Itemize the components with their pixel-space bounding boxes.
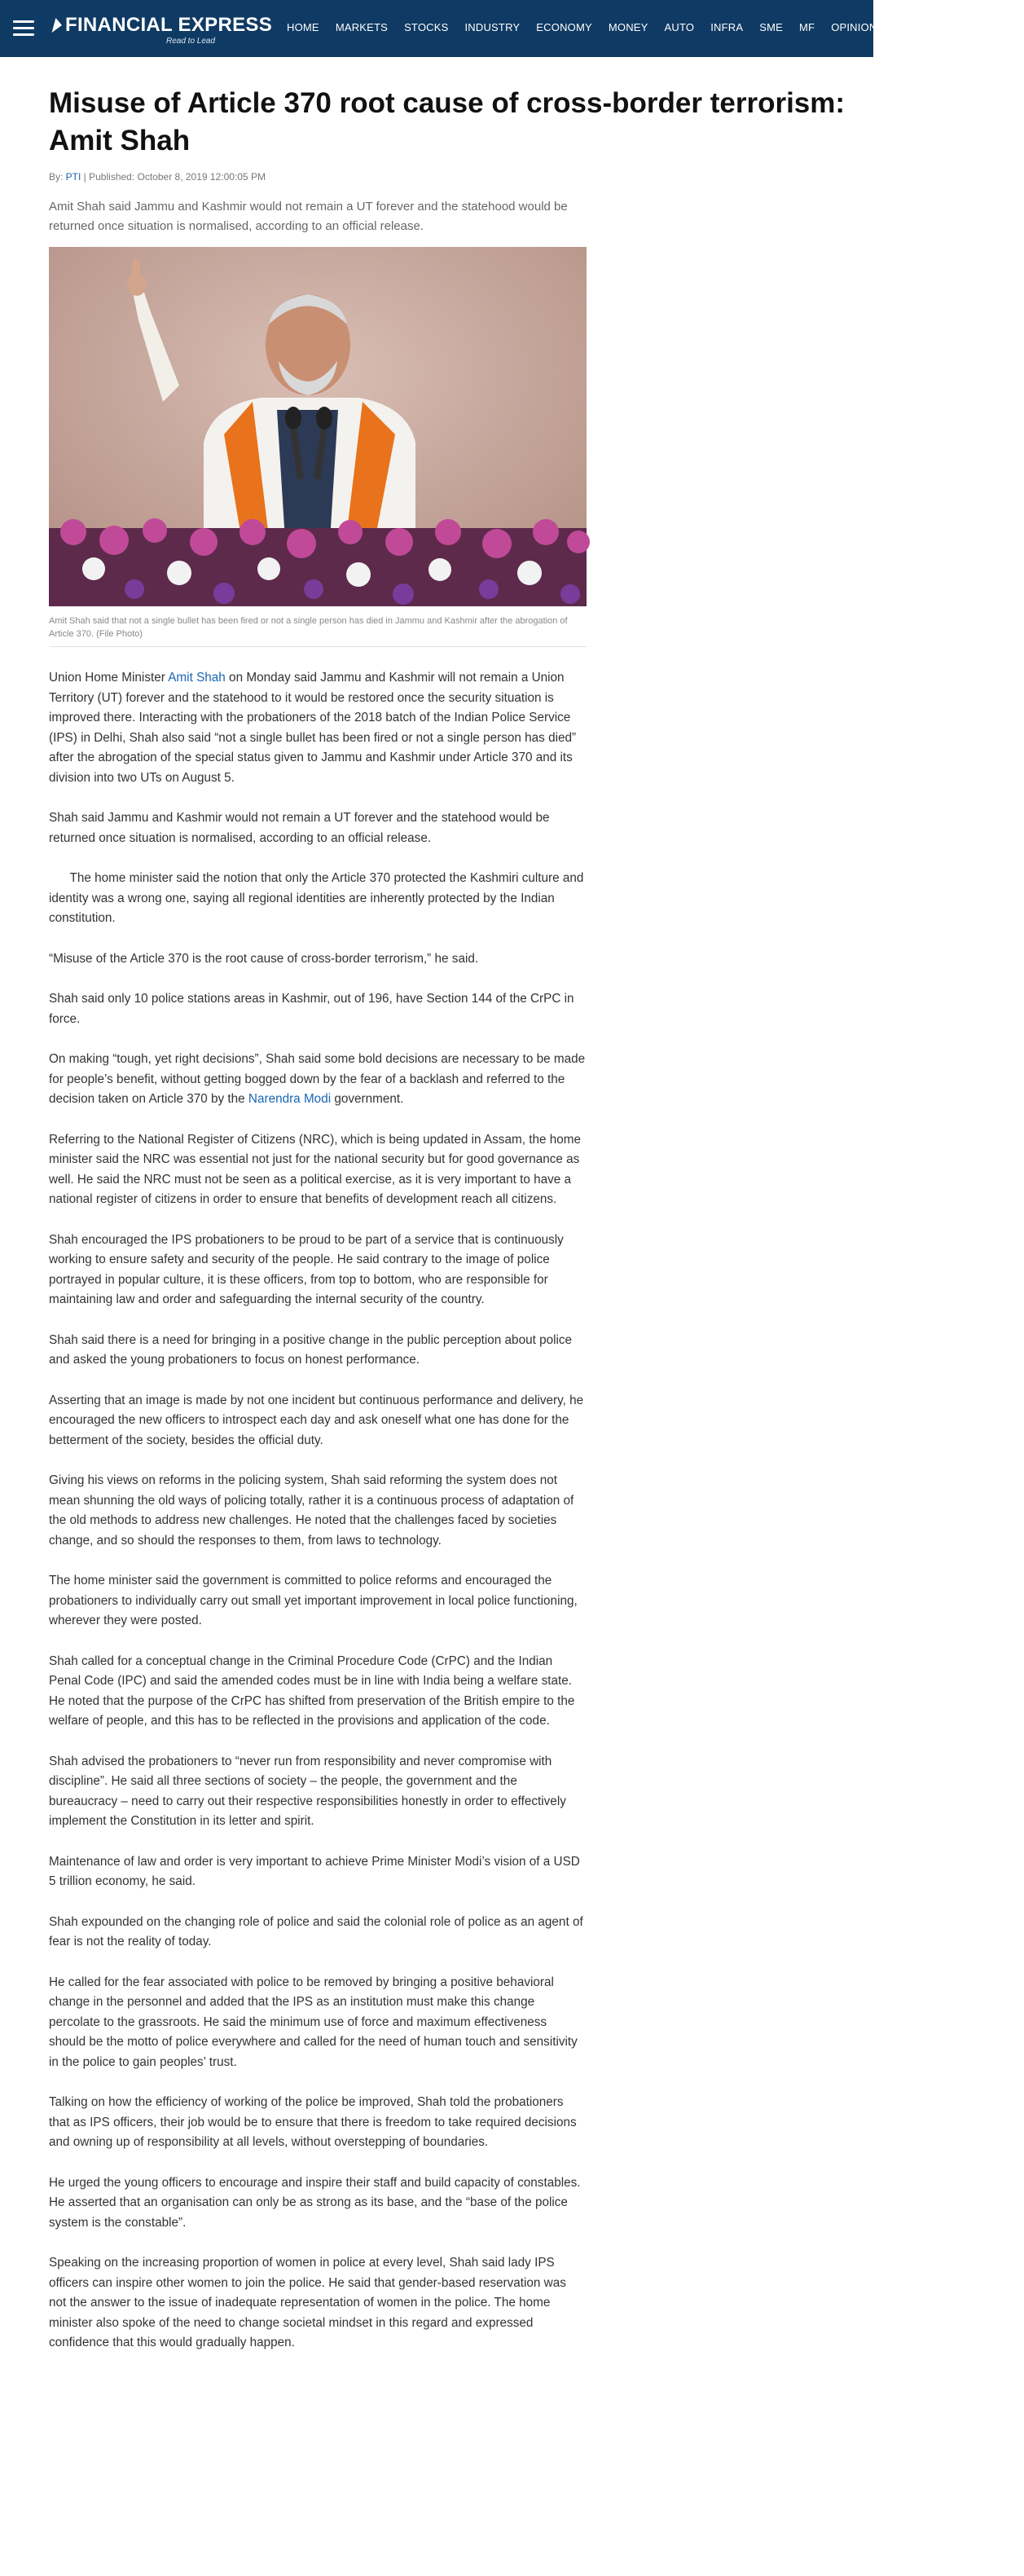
caption-divider <box>49 646 587 647</box>
nav-industry[interactable]: INDUSTRY <box>464 21 521 33</box>
body-paragraph: Shah encouraged the IPS probationers to be proud to be part of a service that is continuously working to ensure safety and security of the people. He said contrary to the image of police portrayed in popular culture, it is these officers, from top to bottom, who are responsible for maintaining law and order and safeguarding the internal security of the country. <box>49 1232 564 1306</box>
body-paragraph: Referring to the National Register of Citizens (NRC), which is being updated in Assam, the home minister said the NRC was essential not just for the national security but for good governance as well. He said the NRC must not be seen as a political exercise, as it is very important to have a national register of citizens in order to ensure that benefits of development reach all citizens. <box>49 1132 581 1206</box>
body-paragraph: He called for the fear associated with police to be removed by bringing a positive behavioral change in the personnel and added that the IPS as an institution must make this change percolate to the grassroots. He said the minimum use of force and maximum effectiveness should be the motto of police everywhere and called for the need of human touch and sensitivity in the police to gain peoples’ trust. <box>49 1975 578 2069</box>
nav-infra[interactable]: INFRA <box>710 21 744 33</box>
logo-tagline: Read to Lead <box>166 37 216 46</box>
nav-mf[interactable]: MF <box>799 21 815 33</box>
article-title: Misuse of Article 370 root cause of cross-border terrorism: Amit Shah <box>49 87 846 156</box>
nav-stocks[interactable]: STOCKS <box>404 21 449 33</box>
menu-icon[interactable] <box>13 20 34 37</box>
speaker-photo-illustration <box>49 247 587 606</box>
main-nav <box>287 21 1024 33</box>
nav-sme[interactable]: SME <box>759 21 784 33</box>
site-logo[interactable] <box>54 15 272 46</box>
body-paragraph: The home minister said the government is committed to police reforms and encouraged the probationers to individually carry out small yet important improvement in local police functioning, wherever they were posted. <box>49 1574 578 1627</box>
logo-mark-icon <box>52 18 64 33</box>
body-paragraph: Shah expounded on the changing role of police and said the colonial role of police as an agent of fear is not the reality of today. <box>49 1914 583 1949</box>
body-paragraph: Shah advised the probationers to “never run from responsibility and never compromise with discipline”. He said all three sections of society – the people, the government and the bureaucracy – need to carry out their respective responsibilities honestly in order to effectively implement the Constitution in its letter and spirit. <box>49 1754 566 1828</box>
top-navigation-bar <box>0 0 1009 57</box>
publish-date: | Published: October 8, 2019 12:00:05 PM <box>81 171 266 183</box>
nav-hindi[interactable]: HIN <box>989 21 1009 33</box>
body-paragraph: Shah said Jammu and Kashmir would not remain a UT forever and the statehood would be returned once situation is normalised, according to an official release. <box>49 811 550 845</box>
nav-brandwagon[interactable]: BRANDWAGON <box>893 21 973 33</box>
nav-opinion[interactable]: OPINION <box>831 21 877 33</box>
author-link[interactable]: PTI <box>65 171 81 183</box>
amit-shah-link[interactable]: Amit Shah <box>168 671 226 685</box>
body-paragraph: Shah said only 10 police stations areas in Kashmir, out of 196, have Section 144 of the CrPC in force. <box>49 992 574 1026</box>
nav-auto[interactable]: AUTO <box>664 21 695 33</box>
body-paragraph: Giving his views on reforms in the policing system, Shah said reforming the system does not mean shunning the old ways of policing totally, rather it is a continuous process of adaptation of the old methods to address new challenges. He noted that the challenges faced by societies change, and so should the responses to them, from laws to technology. <box>49 1473 574 1548</box>
body-paragraph: “Misuse of the Article 370 is the root cause of cross-border terrorism,” he said. <box>49 951 479 966</box>
body-paragraph: Speaking on the increasing proportion of women in police at every level, Shah said lady IPS officers can inspire other women to join the police. He said that gender-based reservation was not the answer to the issue of inadequate representation of women in the police. The home minister also spoke of the need to change societal mindset in this regard and expressed confidence that this would gradually happen. <box>49 2256 566 2349</box>
narendra-modi-link[interactable]: Narendra Modi <box>248 1092 332 1106</box>
photo-caption: Amit Shah said that not a single bullet has been fired or not a single person has died in Jammu and Kashmir after the abrogation of Article 370. (File Photo) <box>49 616 568 639</box>
body-paragraph: Asserting that an image is made by not one incident but continuous performance and delivery, he encouraged the new officers to introspect each day and ask oneself what one has done for the betterment of the society, besides the official duty. <box>49 1393 584 1447</box>
body-paragraph: On making “tough, yet right decisions”, Shah said some bold decisions are necessary to be made for people’s benefit, without getting bogged down by the fear of a backlash and referred to the decision taken on Article 370 by the Narendra Modi government. <box>49 1052 586 1106</box>
body-paragraph: Union Home Minister Amit Shah on Monday said Jammu and Kashmir will not remain a Union Territory (UT) forever and the statehood to it would be restored once the security situation is improved there. Interacting with the probationers of the 2018 batch of the Indian Police Service (IPS) in Delhi, Shah also said “not a single bullet has been fired or not a single person has died” after the abrogation of the special status given to Jammu and Kashmir under Article 370 and its division into two UTs on August 5. <box>49 671 577 785</box>
logo-text: FINANCIAL EXPRESS <box>65 14 273 36</box>
article-summary: Amit Shah said Jammu and Kashmir would not remain a UT forever and the statehood would be returned once situation is normalised, according to an official release. <box>49 200 568 233</box>
nav-money[interactable]: MONEY <box>608 21 648 33</box>
nav-economy[interactable]: ECONOMY <box>536 21 592 33</box>
body-paragraph: Talking on how the efficiency of working of the police be improved, Shah told the probationers that as IPS officers, their job would be to ensure that there is freedom to take required decisions and owning up of responsibility at all levels, without overstepping of boundaries. <box>49 2095 577 2149</box>
article <box>49 85 846 2374</box>
body-paragraph: The home minister said the notion that only the Article 370 protected the Kashmiri culture and identity was a wrong one, saying all regional identities are inherently protected by the Indian constitution. <box>49 871 584 925</box>
article-body <box>49 668 587 2354</box>
body-paragraph: Maintenance of law and order is very important to achieve Prime Minister Modi’s vision of a USD 5 trillion economy, he said. <box>49 1854 580 1888</box>
nav-markets[interactable]: MARKETS <box>335 21 389 33</box>
body-paragraph: Shah called for a conceptual change in the Criminal Procedure Code (CrPC) and the Indian Penal Code (IPC) and said the amended codes must be in line with India being a welfare state. He noted that the purpose of the CrPC has shifted from preservation of the British empire to the welfare of people, and this has to be reflected in the provisions and application of the code. <box>49 1653 575 1728</box>
body-paragraph: Shah said there is a need for bringing in a positive change in the public perception about police and asked the young probationers to focus on honest performance. <box>49 1332 573 1367</box>
byline: By: PTI | Published: October 8, 2019 12:00:05 PM <box>49 171 266 183</box>
nav-home[interactable]: HOME <box>287 21 319 33</box>
article-photo <box>49 247 587 606</box>
body-paragraph: He urged the young officers to encourage and inspire their staff and build capacity of constables. He asserted that an organisation can only be as strong as its base, and the “base of the police system is the constable”. <box>49 2175 581 2230</box>
